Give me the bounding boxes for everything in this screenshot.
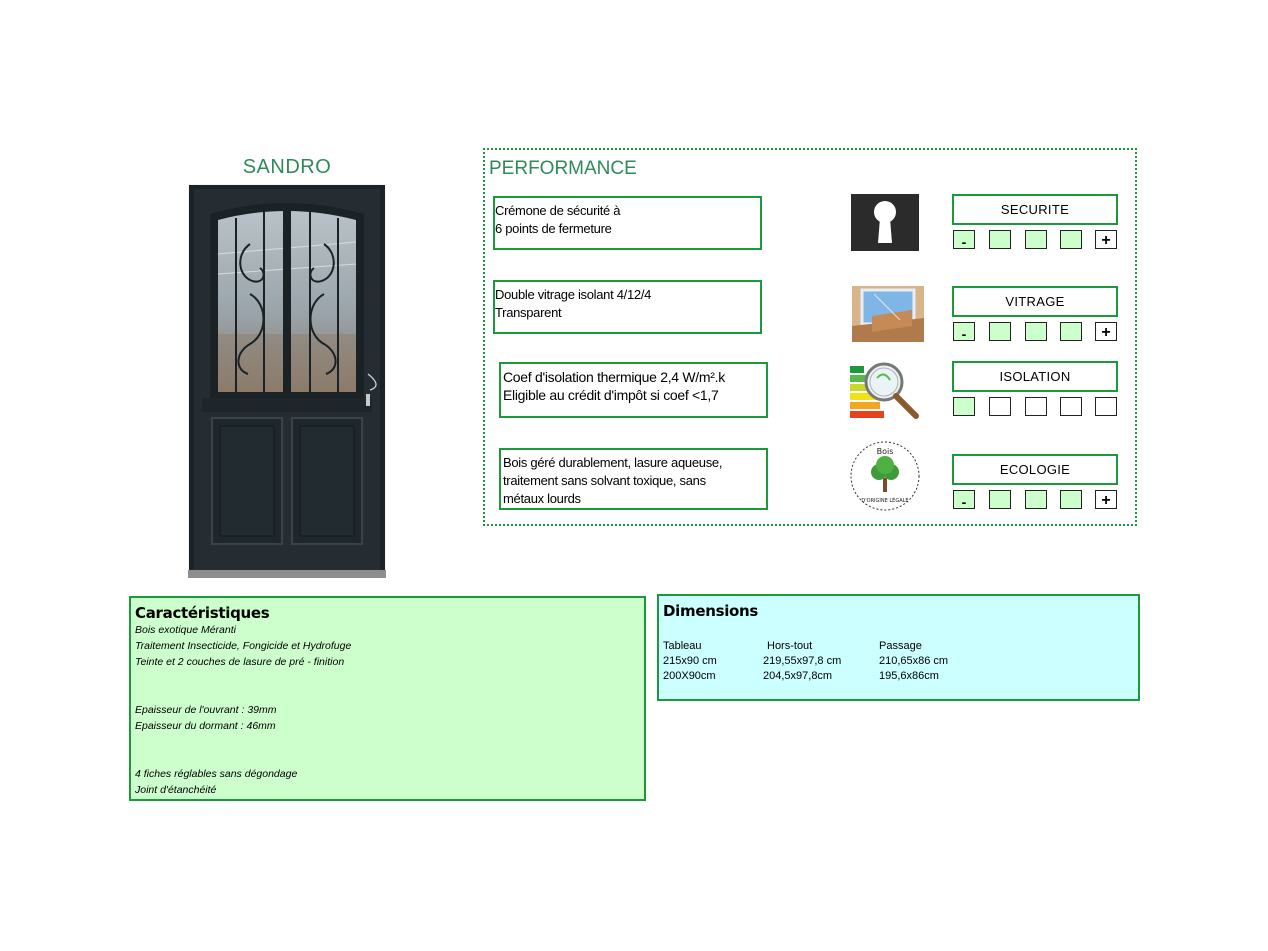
rating-cell bbox=[989, 490, 1011, 509]
characteristics-box bbox=[129, 596, 646, 801]
logo-text-bottom: D'ORIGINE LÉGALE bbox=[861, 498, 909, 504]
rating-cell bbox=[1025, 397, 1047, 416]
description-line: Bois géré durablement, lasure aqueuse, bbox=[503, 455, 723, 470]
decrease-button[interactable]: - bbox=[953, 230, 975, 249]
rating-cell bbox=[1025, 490, 1047, 509]
decrease-button[interactable]: - bbox=[953, 322, 975, 341]
characteristic-line bbox=[135, 686, 640, 702]
rating-cell bbox=[1095, 397, 1117, 416]
description-line: métaux lourds bbox=[503, 491, 581, 506]
description-line: Eligible au crédit d'impôt si coef <1,7 bbox=[503, 387, 719, 403]
characteristic-line: Teinte et 2 couches de lasure de pré - finition bbox=[135, 656, 345, 668]
characteristic-line bbox=[135, 734, 640, 750]
characteristic-line: 4 fiches réglables sans dégondage bbox=[135, 768, 298, 780]
description-line: Coef d'isolation thermique 2,4 W/m².k bbox=[503, 369, 725, 385]
table-row bbox=[663, 653, 948, 668]
characteristic-line bbox=[135, 750, 640, 766]
table-cell: 210,65x86 cm bbox=[879, 654, 949, 667]
dimensions-box bbox=[657, 594, 1140, 701]
table-cell: 219,55x97,8 cm bbox=[763, 654, 842, 667]
characteristics-title: Caractéristiques bbox=[135, 604, 270, 622]
rating-cell bbox=[1025, 322, 1047, 341]
characteristic-line bbox=[135, 670, 640, 686]
characteristic-line: Epaisseur de l'ouvrant : 39mm bbox=[135, 704, 277, 716]
characteristic-line: Joint d'étanchéité bbox=[135, 784, 217, 796]
column-header: Passage bbox=[879, 639, 922, 652]
rating-cell bbox=[989, 230, 1011, 249]
product-title: SANDRO bbox=[242, 156, 332, 178]
insulation-description bbox=[499, 362, 768, 418]
ecology-description bbox=[499, 448, 768, 510]
glazing-rating bbox=[952, 322, 1120, 344]
rating-cell bbox=[1025, 230, 1047, 249]
column-header: Tableau bbox=[663, 639, 702, 652]
glazing-description bbox=[493, 280, 762, 334]
increase-button[interactable]: + bbox=[1095, 322, 1117, 341]
table-cell: 200X90cm bbox=[663, 669, 716, 682]
security-label: SECURITE bbox=[952, 194, 1118, 225]
description-line: Double vitrage isolant 4/12/4 bbox=[495, 287, 652, 302]
rating-cell bbox=[1060, 490, 1082, 509]
rating-cell bbox=[1060, 322, 1082, 341]
rating-cell bbox=[1060, 230, 1082, 249]
description-line: 6 points de fermeture bbox=[495, 221, 612, 236]
dimensions-title: Dimensions bbox=[663, 602, 759, 620]
logo-text-top: Bois bbox=[876, 447, 894, 456]
dimensions-table bbox=[663, 638, 948, 683]
rating-cell bbox=[953, 397, 975, 416]
ecology-label: ECOLOGIE bbox=[952, 454, 1118, 485]
insulation-rating bbox=[952, 397, 1120, 419]
security-rating bbox=[952, 230, 1120, 252]
performance-title: PERFORMANCE bbox=[489, 158, 637, 179]
table-row bbox=[663, 668, 948, 683]
decrease-button[interactable]: - bbox=[953, 490, 975, 509]
energy-label-magnifier-icon bbox=[850, 358, 924, 424]
rating-cell bbox=[989, 322, 1011, 341]
glazing-label: VITRAGE bbox=[952, 286, 1118, 317]
description-line: Crémone de sécurité à bbox=[495, 203, 621, 218]
increase-button[interactable]: + bbox=[1095, 230, 1117, 249]
ecology-rating bbox=[952, 490, 1120, 512]
table-cell: 215x90 cm bbox=[663, 654, 717, 667]
increase-button[interactable]: + bbox=[1095, 490, 1117, 509]
keyhole-icon bbox=[851, 194, 919, 251]
bois-eco-tree-logo bbox=[846, 440, 924, 512]
characteristic-line: Bois exotique Méranti bbox=[135, 624, 236, 636]
rating-cell bbox=[989, 397, 1011, 416]
column-header: Hors-tout bbox=[767, 639, 813, 652]
characteristic-line: Traitement Insecticide, Fongicide et Hydrofuge bbox=[135, 640, 352, 652]
description-line: Transparent bbox=[495, 305, 562, 320]
table-cell: 195,6x86cm bbox=[879, 669, 939, 682]
description-line: traitement sans solvant toxique, sans bbox=[503, 473, 706, 488]
characteristic-line: Epaisseur du dormant : 46mm bbox=[135, 720, 276, 732]
rating-cell bbox=[1060, 397, 1082, 416]
insulation-label: ISOLATION bbox=[952, 361, 1118, 392]
table-cell: 204,5x97,8cm bbox=[763, 669, 833, 682]
security-description bbox=[493, 196, 762, 250]
door-photo bbox=[188, 184, 386, 578]
table-header-row bbox=[663, 638, 948, 653]
window-glazing-icon bbox=[852, 286, 924, 342]
